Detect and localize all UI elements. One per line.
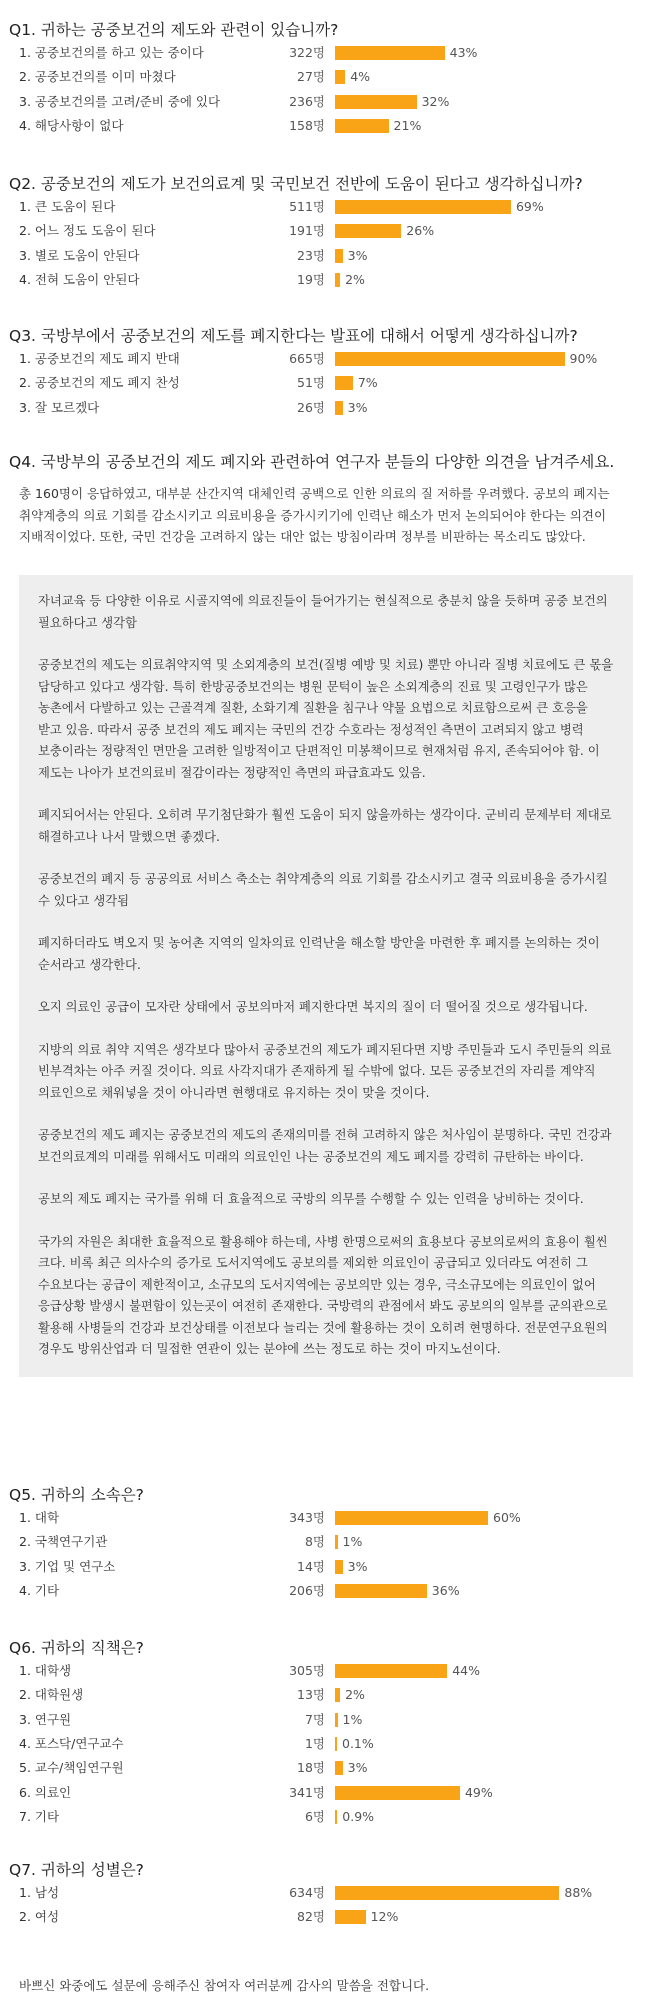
- answer-label: 1. 대학: [19, 1510, 60, 1525]
- opinion-panel: [19, 575, 633, 1377]
- answer-bar: [335, 1910, 366, 1924]
- answer-percent: 60%: [493, 1510, 521, 1525]
- answer-label: 6. 의료인: [19, 1784, 72, 1800]
- opinion-item: 자녀교육 등 다양한 이유로 시골지역에 의료진들이 들어가기는 현실적으로 충분치 않을 듯하며 공중 보건의 필요하다고 생각함: [38, 594, 608, 630]
- question-title: Q2. 공중보건의 제도가 보건의료계 및 국민보건 전반에 도움이 된다고 생각하십니까?: [9, 175, 583, 193]
- answer-bar: [335, 119, 389, 133]
- answer-percent: 3%: [347, 1760, 368, 1776]
- answer-row: [0, 1530, 650, 1554]
- answer-percent: 90%: [569, 351, 598, 366]
- answer-row: [0, 1708, 650, 1732]
- answer-count: 23명: [297, 247, 325, 263]
- answer-row: [0, 41, 650, 65]
- answer-label: 2. 공중보건의를 이미 마쳤다: [19, 69, 176, 85]
- answer-bar: [335, 1737, 337, 1751]
- answer-count: 51명: [297, 375, 325, 391]
- answer-count: 511명: [289, 199, 325, 214]
- answer-row: [0, 219, 650, 243]
- answer-count: 82명: [297, 1909, 325, 1925]
- answer-count: 1명: [304, 1735, 325, 1751]
- answer-row: [0, 1756, 650, 1780]
- answer-bar: [335, 200, 511, 214]
- answer-percent: 2%: [345, 1687, 365, 1703]
- answer-label: 3. 잘 모르겠다: [19, 399, 100, 415]
- opinion-item: 공중보건의 제도는 의료취약지역 및 소외계층의 보건(질병 예방 및 치료) 뿐만 아니라 질병 치료에도 큰 몫을 담당하고 있다고 생각함. 특히 한방공중보건의는 병원 문턱이 높은 소외계층의 진료 및 고령인구가 많은 농촌에서 다발하고 있는 근골격계 질환, 소화기계 질환을 침구나 약물 요법으로 치료함으로써 큰 호응을 받고 있음. 따라서 공중 보건의 제도 폐지는 국민의 건강 수호라는 정성적인 측면이 고려되지 않고 병력 보충이라는 정량적인 면만을 고려한 일방적이고 단편적인 미봉책이므로 현재처럼 유지, 존속되어야 함. 이 제도는 나아가 보건의료비 절감이라는 정량적인 측면의 파급효과도 있음.: [38, 658, 614, 780]
- answer-percent: 49%: [464, 1784, 493, 1800]
- answer-percent: 43%: [449, 45, 478, 60]
- answer-label: 5. 교수/책임연구원: [19, 1760, 124, 1776]
- answer-bar: [335, 1560, 343, 1574]
- answer-row: [0, 268, 650, 292]
- answer-bar: [335, 376, 353, 390]
- opinion-item: 오지 의료인 공급이 모자란 상태에서 공보의마저 폐지한다면 복지의 질이 더 떨어질 것으로 생각됩니다.: [38, 1000, 588, 1014]
- answer-percent: 44%: [452, 1663, 480, 1678]
- answer-percent: 2%: [345, 271, 365, 287]
- opinion-item: 폐지되어서는 안된다. 오히려 무기첨단화가 훨씬 도움이 되지 않을까하는 생각이다. 군비리 문제부터 제대로 해결하고나 나서 말했으면 좋겠다.: [38, 808, 612, 844]
- answer-label: 3. 기업 및 연구소: [19, 1558, 116, 1574]
- answer-count: 191명: [289, 223, 325, 239]
- answer-bar: [335, 1664, 447, 1678]
- question-title: Q7. 귀하의 성별은?: [9, 1861, 144, 1879]
- answer-row: [0, 1506, 650, 1530]
- answer-count: 343명: [289, 1510, 325, 1525]
- answer-count: 14명: [297, 1558, 325, 1574]
- answer-percent: 32%: [421, 93, 450, 109]
- answer-count: 341명: [289, 1784, 325, 1800]
- opinion-item: 공보의 제도 폐지는 국가를 위해 더 효율적으로 국방의 의무를 수행할 수 있는 인력을 낭비하는 것이다.: [38, 1192, 584, 1206]
- answer-bar: [335, 95, 417, 109]
- answer-bar: [335, 46, 445, 60]
- question-title: Q3. 국방부에서 공중보건의 제도를 폐지한다는 발표에 대해서 어떻게 생각하십니까?: [9, 327, 578, 345]
- answer-count: 158명: [289, 117, 325, 133]
- answer-bar: [335, 1786, 460, 1800]
- answer-row: [0, 396, 650, 420]
- question-title: Q5. 귀하의 소속은?: [9, 1486, 144, 1504]
- answer-row: [0, 1732, 650, 1756]
- opinion-item: 폐지하더라도 벽오지 및 농어촌 지역의 일차의료 인력난을 해소할 방안을 마련한 후 폐지를 논의하는 것이 순서라고 생각한다.: [38, 936, 600, 972]
- answer-percent: 12%: [370, 1909, 399, 1925]
- answer-bar: [335, 352, 565, 366]
- answer-count: 26명: [297, 399, 325, 415]
- answer-row: [0, 1683, 650, 1707]
- answer-label: 4. 포스닥/연구교수: [19, 1735, 124, 1751]
- answer-row: [0, 1555, 650, 1579]
- answer-label: 1. 큰 도움이 된다: [19, 199, 116, 214]
- answer-label: 1. 공중보건의 제도 폐지 반대: [19, 351, 180, 366]
- answer-percent: 3%: [347, 247, 368, 263]
- answer-row: [0, 244, 650, 268]
- answer-percent: 21%: [393, 117, 422, 133]
- answer-count: 305명: [289, 1663, 325, 1678]
- answer-count: 13명: [297, 1687, 325, 1703]
- answer-label: 4. 해당사항이 없다: [19, 117, 124, 133]
- answer-row: [0, 1579, 650, 1603]
- answer-bar: [335, 1713, 338, 1727]
- answer-row: [0, 1905, 650, 1929]
- answer-percent: 4%: [350, 69, 371, 85]
- answer-bar: [335, 401, 343, 415]
- answer-row: [0, 347, 650, 371]
- answer-row: [0, 1881, 650, 1905]
- thank-you-note: 바쁘신 와중에도 설문에 응해주신 참여자 여러분께 감사의 말씀을 전합니다.: [19, 1978, 430, 1993]
- answer-label: 3. 별로 도움이 안된다: [19, 247, 140, 263]
- answer-percent: 69%: [515, 199, 544, 214]
- opinion-item: 공중보건의 제도 폐지는 공중보건의 제도의 존재의미를 전혀 고려하지 않은 처사임이 분명하다. 국민 건강과 보건의료계의 미래를 위해서도 미래의 의료인인 나는 공중보건의 제도 폐지를 강력히 규탄하는 바이다.: [38, 1128, 612, 1164]
- answer-row: [0, 65, 650, 89]
- answer-count: 19명: [297, 271, 325, 287]
- answer-label: 2. 공중보건의 제도 폐지 찬성: [19, 375, 180, 391]
- answer-bar: [335, 1810, 337, 1824]
- answer-count: 27명: [297, 69, 325, 85]
- answer-count: 6명: [304, 1808, 325, 1824]
- answer-row: [0, 1659, 650, 1683]
- question-title: Q1. 귀하는 공중보건의 제도와 관련이 있습니까?: [9, 21, 339, 39]
- answer-percent: 36%: [431, 1582, 460, 1598]
- answer-bar: [335, 1761, 343, 1775]
- answer-bar: [335, 70, 345, 84]
- answer-label: 4. 전혀 도움이 안된다: [19, 271, 140, 287]
- answer-percent: 0.9%: [342, 1808, 375, 1824]
- answer-row: [0, 114, 650, 138]
- answer-bar: [335, 1584, 427, 1598]
- answer-bar: [335, 273, 340, 287]
- answer-row: [0, 195, 650, 219]
- answer-label: 3. 공중보건의를 고려/준비 중에 있다: [19, 93, 221, 109]
- answer-count: 665명: [289, 351, 325, 366]
- answer-label: 4. 기타: [19, 1582, 60, 1598]
- opinion-item: 공중보건의 폐지 등 공공의료 서비스 축소는 취약계층의 의료 기회를 감소시키고 결국 의료비용을 증가시킬 수 있다고 생각됨: [38, 872, 608, 908]
- answer-percent: 0.1%: [342, 1735, 374, 1751]
- answer-row: [0, 1805, 650, 1829]
- answer-row: [0, 1781, 650, 1805]
- answer-bar: [335, 224, 401, 238]
- question-title: Q6. 귀하의 직책은?: [9, 1639, 144, 1657]
- answer-percent: 1%: [342, 1711, 363, 1727]
- answer-count: 634명: [289, 1885, 325, 1900]
- opinion-item: 국가의 자원은 최대한 효율적으로 활용해야 하는데, 사병 한명으로써의 효용보다 공보의로써의 효용이 훨씬 크다. 비록 최근 의사수의 증가로 도서지역에도 공보의를 제외한 의료인이 공급되고 있더라도 여전히 그 수요보다는 공급이 제한적이고, 소규모의 도서지역에는 공보의만 있는 경우, 극소규모에는 의료인이 없어 응급상황 발생시 불편함이 있는곳이 여전히 존재한다. 국방력의 관점에서 봐도 공보의의 일부를 군의관으로 활용해 사병들의 건강과 보건상태를 이전보다 늘리는 것에 활용하는 것이 오히려 현명하다. 전문연구요원의 경우도 방위산업과 더 밀접한 연관이 있는 분야에 쓰는 정도로 하는 것이 마지노선이다.: [38, 1234, 608, 1356]
- answer-label: 2. 국책연구기관: [19, 1534, 108, 1550]
- question-title: Q4. 국방부의 공중보건의 제도 폐지와 관련하여 연구자 분들의 다양한 의견을 남겨주세요.: [9, 453, 615, 471]
- answer-label: 2. 대학원생: [19, 1687, 84, 1703]
- answer-count: 236명: [289, 93, 325, 109]
- opinion-item: 지방의 의료 취약 지역은 생각보다 많아서 공중보건의 제도가 폐지된다면 지방 주민들과 도시 주민들의 의료 빈부격차는 아주 커질 것이다. 의료 사각지대가 존재하게 될 수밖에 없다. 모든 공중보건의 자리를 계약직 의료인으로 채워넣을 것이 아니라면 현행대로 유지하는 것이 맞을 것이다.: [38, 1042, 612, 1100]
- answer-label: 1. 남성: [19, 1885, 60, 1900]
- answer-percent: 3%: [347, 1558, 368, 1574]
- answer-count: 7명: [304, 1711, 325, 1727]
- answer-percent: 1%: [342, 1534, 363, 1550]
- answer-row: [0, 90, 650, 114]
- answer-bar: [335, 1535, 338, 1549]
- answer-bar: [335, 1511, 488, 1525]
- answer-label: 7. 기타: [19, 1808, 60, 1824]
- answer-percent: 7%: [357, 375, 378, 391]
- answer-label: 2. 어느 정도 도움이 된다: [19, 223, 156, 239]
- answer-bar: [335, 249, 343, 263]
- answer-label: 2. 여성: [19, 1909, 60, 1925]
- answer-percent: 26%: [406, 223, 435, 239]
- answer-percent: 88%: [564, 1885, 593, 1900]
- answer-label: 1. 공중보건의를 하고 있는 중이다: [19, 45, 204, 60]
- answer-label: 1. 대학생: [19, 1663, 72, 1678]
- answer-percent: 3%: [347, 399, 368, 415]
- answer-bar: [335, 1688, 340, 1702]
- answer-count: 18명: [297, 1760, 325, 1776]
- q4-summary: 총 160명이 응답하였고, 대부분 산간지역 대체인력 공백으로 인한 의료의 질 저하를 우려했다. 공보의 폐지는 취약계층의 의료 기회를 감소시키고 의료비용을 증가시키기에 인력난 해소가 먼저 논의되어야 한다는 의견이 지배적이었다. 또한, 국민 건강을 고려하지 않는 대안 없는 방침이라며 정부를 비판하는 목소리도 많았다.: [19, 486, 610, 544]
- answer-label: 3. 연구원: [19, 1711, 72, 1727]
- answer-bar: [335, 1886, 559, 1900]
- answer-count: 8명: [304, 1534, 325, 1550]
- answer-count: 322명: [289, 45, 325, 60]
- answer-count: 206명: [289, 1582, 325, 1598]
- answer-row: [0, 371, 650, 395]
